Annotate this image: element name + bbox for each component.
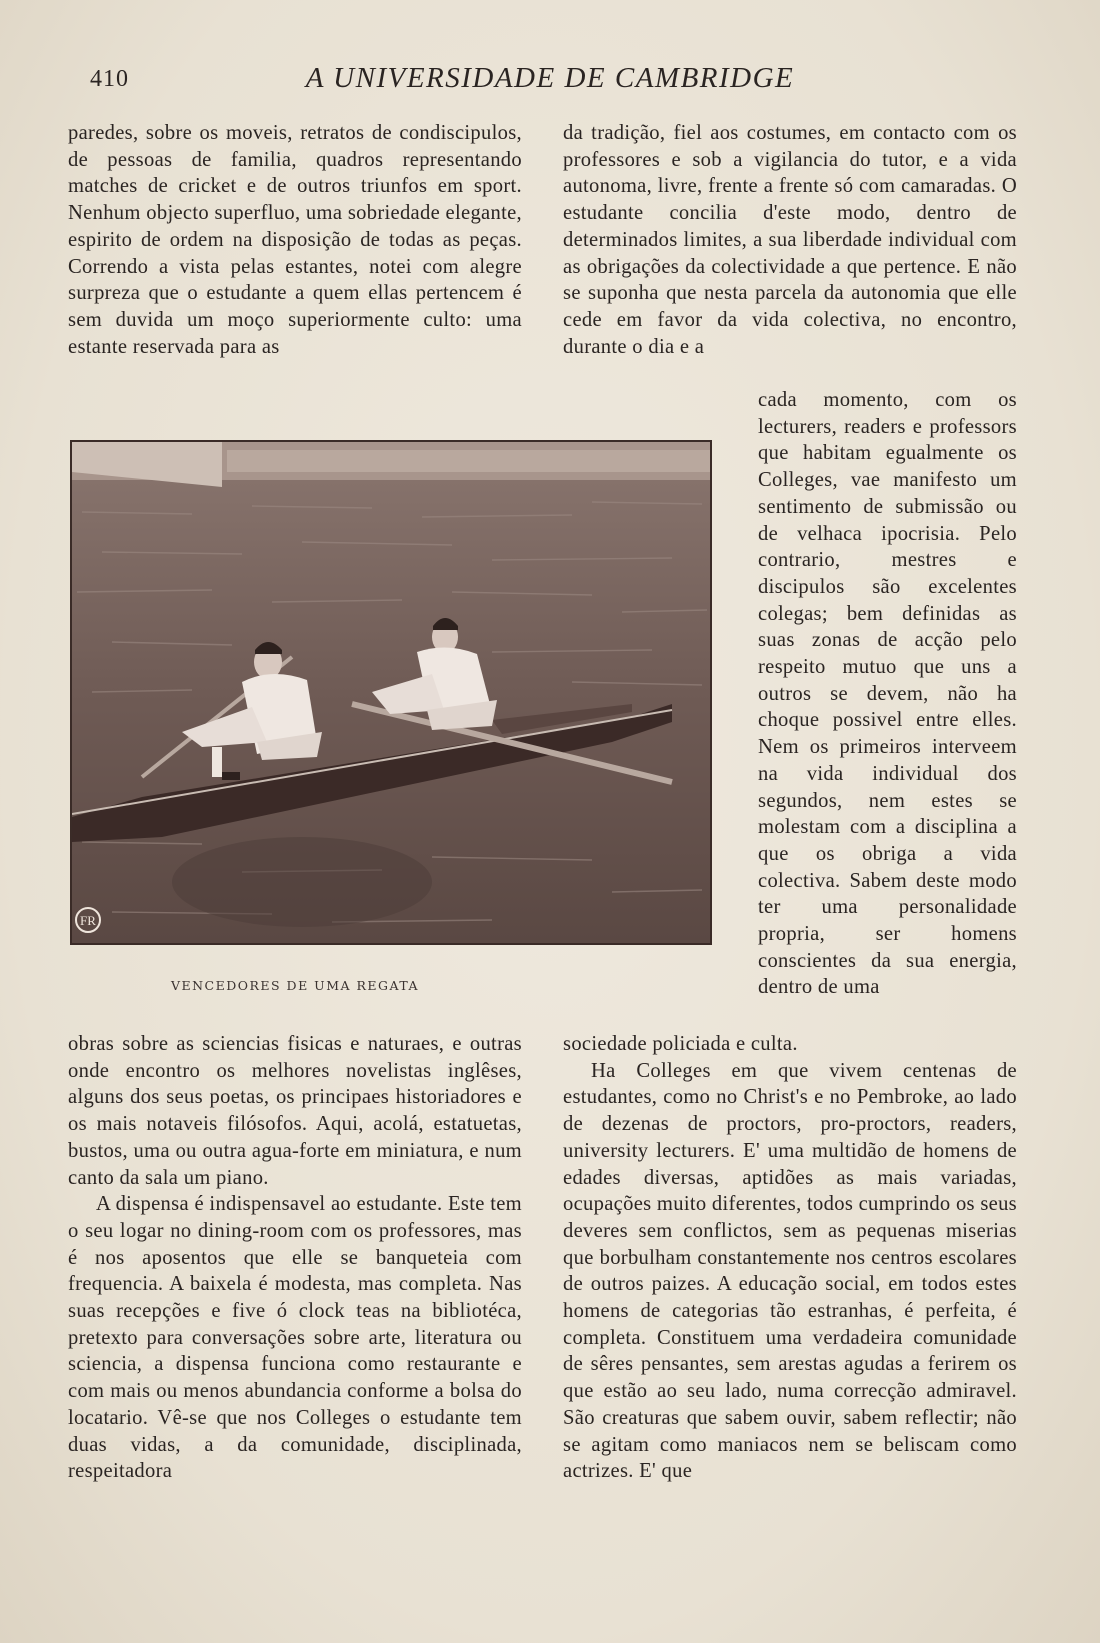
right-column-narrow-text: cada momento, com os lecturers, readers e professors que habitam egualmente os Colleges, vae manifesto um sentimento de submissão ou de velhaca ipocrisia. Pelo contrario, mestres e discipulos são excelentes colegas; bem definidas as suas zonas de acção pelo respeito mutuo que uns a outros se devem, não ha choque possivel entre elles. Nem os primeiros interveem na vida individual dos segundos, nem estes se molestam com a disciplina a que os obriga a vida colectiva. Sabem deste modo ter uma personalidade propria, ser homens conscientes da sua energia, dentro de uma bbox=[758, 389, 1017, 999]
photo-monogram: FR bbox=[80, 913, 96, 928]
left-paragraph-2: A dispensa é indispensavel ao estudante. Este tem o seu logar no dining-room com os professores, mas é nos aposentos que elle se banqueteia com frequencia. A baixela é modesta, mas completa. Nas suas recepções e five ó clock teas na bibliotéca, pretexto para conversações sobre arte, literatura ou sciencia, a dispensa funciona como restaurante e com mais ou menos abundancia conforme a bolsa do locatario. Vê-se que nos Colleges o estudante tem duas vidas, a da comunidade, disciplinada, respeitadora bbox=[68, 1193, 522, 1483]
running-title: A UNIVERSIDADE DE CAMBRIDGE bbox=[305, 62, 795, 94]
page-header bbox=[90, 62, 1010, 102]
right-paragraph-2: Ha Colleges em que vivem centenas de estudantes, como no Christ's e no Pembroke, ao lado de dezenas de proctors, pro-proctors, readers, university lecturers. E' uma multidão de homens de edades diversas, aptidões as mais variadas, ocupações muito diferentes, todos cumprindo os seus deveres sem conflictos, sem as pequenas miserias que borbulham constantemente nos centros escolares de outros paizes. A educação social, em todos estes homens de categorias tão estranhas, é perfeita, é completa. Constituem uma verdadeira comunidade de sêres pensantes, sem arestas agudas a ferirem os que estão ao seu lado, numa correcção admiravel. São creaturas que sabem ouvir, sabem reflectir; não se agitam como maniacos nem se beliscam como actrizes. E' que bbox=[563, 1059, 1017, 1483]
right-column-bottom bbox=[563, 1031, 1017, 1485]
left-paragraph-1: obras sobre as sciencias fisicas e naturaes, e outras onde encontro os melhores novelistas inglêses, alguns dos seus poetas, os principaes historiadores e os mais notaveis filósofos. Aqui, acolá, estatuetas, bustos, uma ou outra agua-forte em miniatura, e num canto da sala um piano. bbox=[68, 1033, 522, 1189]
left-column-top-text: paredes, sobre os moveis, retratos de condiscipulos, de pessoas de familia, quadros representando matches de cricket e de outros triunfos em sport. Nenhum objecto superfluo, uma sobriedade elegante, espirito de ordem na disposição de todas as peças. Correndo a vista pelas estantes, notei com alegre surpreza que o estudante a quem ellas pertencem é sem duvida um moço superiormente culto: uma estante reservada para as bbox=[68, 122, 522, 358]
rowing-photograph bbox=[70, 440, 712, 945]
page-number: 410 bbox=[90, 66, 129, 92]
right-column-top-text: da tradição, fiel aos costumes, em contacto com os professores e sob a vigilancia do tutor, e a vida autonoma, livre, frente a frente só com camaradas. O estudante concilia d'este modo, dentro de determinados limites, a sua liberdade individual com as obrigações da colectividade a que pertence. E não se suponha que nesta parcela da autonomia que elle cede em favor da vida colectiva, no encontro, durante o dia e a bbox=[563, 122, 1017, 358]
figure-caption: VENCEDORES DE UMA REGATA bbox=[170, 978, 420, 993]
right-paragraph-1: sociedade policiada e culta. bbox=[563, 1033, 798, 1055]
left-column-bottom bbox=[68, 1031, 522, 1485]
